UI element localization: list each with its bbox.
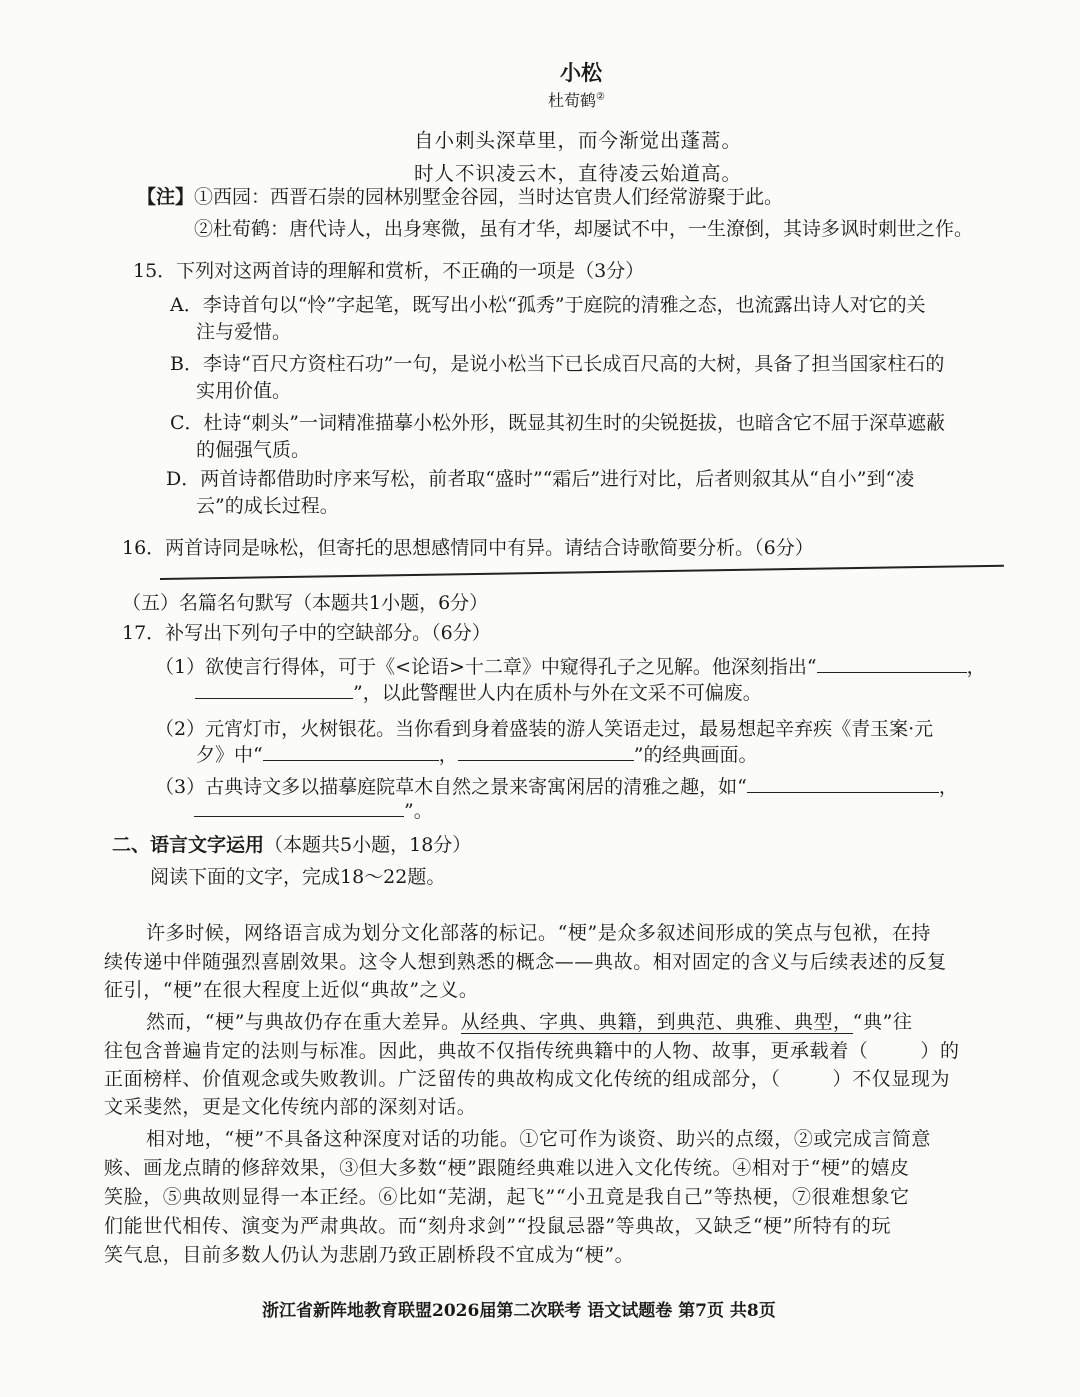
q15-option-a-line1: A．李诗首句以“怜”字起笔，既写出小松“孤秀”于庭院的清雅之态，也流露出诗人对它的关 [170, 294, 926, 316]
poem-line-2: 时人不识凌云木，直待凌云始道高。 [414, 162, 743, 185]
q17-item2-end: ”的经典画面。 [633, 744, 758, 766]
p2-line3-end: ）不仅显现为 [832, 1068, 951, 1090]
q17-item1-comma: ， [966, 656, 986, 678]
part2-heading [112, 830, 471, 857]
q17-blank-6[interactable] [194, 800, 404, 817]
q15-option-c-line1: C．杜诗“刺头”一词精准描摹小松外形，既显其初生时的尖锐挺拔，也暗含它不屈于深草遮蔽 [170, 412, 945, 434]
note-1 [137, 182, 783, 209]
q15-stem: 15．下列对这两首诗的理解和赏析，不正确的一项是（3分） [133, 260, 645, 282]
q17-item2-line1: （2）元宵灯市，火树银花。当你看到身着盛装的游人笑语走过，最易想起辛弃疾《青玉案·元 [155, 718, 934, 740]
passage-p2-line1 [146, 1007, 912, 1034]
passage-p3-line5: 笑气息，目前多数人仍认为悲剧乃致正剧桥段不宜成为“梗”。 [104, 1244, 635, 1266]
passage-p3-line2: 赅、画龙点睛的修辞效果，③但大多数“梗”跟随经典难以进入文化传统。④相对于“梗”的嬉皮 [104, 1157, 910, 1179]
q17-blank-1[interactable] [817, 656, 967, 673]
q17-item3-line1 [155, 772, 958, 799]
q17-item1-text: （1）欲使言行得体，可于《<论语>十二章》中窥得孔子之见解。他深刻指出“ [155, 656, 817, 678]
p2-line2-end: ）的 [920, 1040, 960, 1062]
passage-p1-line3: 征引，“梗”在很大程度上近似“典故”之义。 [104, 979, 479, 1001]
section5-heading: （五）名篇名句默写（本题共1小题，6分） [122, 592, 489, 614]
passage-p2-line2 [104, 1036, 960, 1063]
poem-author [548, 88, 605, 111]
part2-instruction: 阅读下面的文字，完成18～22题。 [150, 866, 446, 888]
poem-title: 小松 [560, 60, 602, 85]
q17-item1-line1 [155, 652, 986, 679]
q16-stem: 16．两首诗同是咏松，但寄托的思想感情同中有异。请结合诗歌简要分析。（6分） [122, 537, 814, 559]
p2-line1-start: 然而，“梗”与典故仍存在重大差异。 [146, 1011, 461, 1033]
q15-option-b-line2: 实用价值。 [196, 380, 292, 402]
passage-p3-line1: 相对地，“梗”不具备这种深度对话的功能。①它可作为谈资、助兴的点缀，②或完成言简意 [146, 1128, 932, 1150]
part2-title: 二、语言文字运用 [112, 834, 265, 856]
q17-blank-5[interactable] [747, 776, 939, 793]
p2-underlined-sentence: 从经典、字典、典籍，到典范、典雅、典型， [460, 1011, 853, 1033]
notes-label: 【注】 [137, 186, 195, 208]
q17-stem: 17．补写出下列句子中的空缺部分。（6分） [122, 622, 491, 644]
passage-p2-line4: 文采斐然，更是文化传统内部的深刻对话。 [104, 1096, 477, 1118]
q15-option-c-line2: 的倔强气质。 [196, 439, 311, 461]
passage-p1-line2: 续传递中伴随强烈喜剧效果。这令人想到熟悉的概念——典故。相对固定的含义与后续表述的反复 [104, 951, 947, 973]
note-1-text: ①西园：西晋石崇的园林别墅金谷园，当时达官贵人们经常游聚于此。 [194, 186, 784, 208]
q17-item3-text: （3）古典诗文多以描摹庭院草木自然之景来寄寓闲居的清雅之趣，如“ [155, 776, 747, 798]
q17-item1-end: ”，以此警醒世人内在质朴与外在文采不可偏废。 [353, 682, 762, 704]
q17-blank-4[interactable] [458, 744, 634, 761]
passage-p3-line3: 笑脸，⑤典故则显得一本正经。⑥比如“芜湖，起飞”“小丑竟是我自己”等热梗，⑦很难想象它 [104, 1186, 910, 1208]
note-2: ②杜荀鹤：唐代诗人，出身寒微，虽有才华，却屡试不中，一生潦倒，其诗多讽时刺世之作。 [194, 218, 974, 240]
p2-line2-text: 往包含普遍肯定的法则与标准。因此，典故不仅指传统典籍中的人物、故事，更承载着（ [104, 1040, 869, 1062]
q15-option-a-line2: 注与爱惜。 [196, 321, 292, 343]
q17-item3-comma: ， [938, 776, 958, 798]
author-footnote-mark: ② [596, 91, 605, 103]
q15-option-d-line1: D．两首诗都借助时序来写松，前者取“盛时”“霜后”进行对比，后者则叙其从“自小”到“凌 [166, 468, 915, 490]
q15-option-b-line1: B．李诗“百尺方资柱石功”一句，是说小松当下已长成百尺高的大树，具备了担当国家柱石的 [170, 353, 945, 375]
q17-item2-text: 夕》中“ [196, 744, 263, 766]
q17-item1-line2 [195, 678, 762, 705]
q16-answer-line[interactable] [160, 565, 1004, 580]
passage-p2-line3 [104, 1064, 950, 1091]
q17-item2-comma: ， [438, 744, 458, 766]
passage-p3-line4: 们能世代相传、演变为严肃典故。而“刻舟求剑”“投鼠忌器”等典故，又缺乏“梗”所特有的玩 [104, 1215, 892, 1237]
q17-item2-line2 [196, 740, 757, 767]
part2-note: （本题共5小题，18分） [264, 834, 472, 856]
passage-p1-line1: 许多时候，网络语言成为划分文化部落的标记。“梗”是众多叙述间形成的笑点与包袱，在持 [146, 922, 932, 944]
p2-line1-end: “典”往 [852, 1011, 913, 1033]
q15-option-d-line2: 云”的成长过程。 [196, 495, 339, 517]
q17-blank-2[interactable] [195, 682, 353, 699]
q17-item3-end: ”。 [404, 800, 433, 822]
q17-item3-line2 [194, 796, 433, 823]
p2-line3-text: 正面榜样、价值观念或失败教训。广泛留传的典故构成文化传统的组成部分，（ [104, 1068, 781, 1090]
poem-line-1: 自小刺头深草里，而今渐觉出蓬蒿。 [414, 129, 743, 152]
page-footer: 浙江省新阵地教育联盟2026届第二次联考 语文试题卷 第7页 共8页 [262, 1301, 776, 1321]
q17-blank-3[interactable] [263, 744, 439, 761]
author-name: 杜荀鹤 [548, 91, 597, 110]
